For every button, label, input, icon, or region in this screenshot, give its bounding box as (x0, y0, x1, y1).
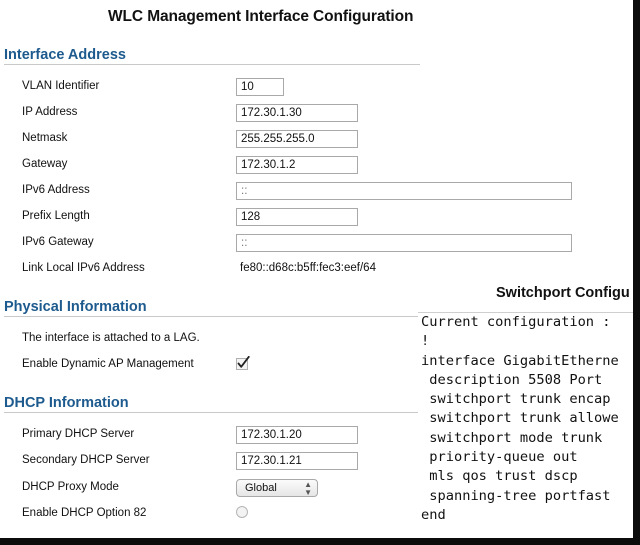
gateway-input[interactable]: 172.30.1.2 (236, 156, 358, 174)
dhcp-proxy-mode-value: Global (245, 482, 277, 494)
dhcp-option-82-checkbox[interactable] (236, 506, 248, 518)
dynamic-ap-management-label: Enable Dynamic AP Management (22, 358, 194, 370)
link-local-ipv6-label: Link Local IPv6 Address (22, 262, 145, 274)
config-line: switchport trunk allowe (421, 410, 619, 427)
config-line: priority-queue out (421, 449, 578, 466)
prefix-length-input[interactable]: 128 (236, 208, 358, 226)
vlan-identifier-label: VLAN Identifier (22, 80, 100, 92)
config-line: ! (421, 333, 430, 350)
ip-address-label: IP Address (22, 106, 78, 118)
dhcp-proxy-mode-select[interactable] (236, 479, 318, 497)
config-line: mls qos trust dscp (421, 468, 578, 485)
ipv6-gateway-label: IPv6 Gateway (22, 236, 94, 248)
config-line: switchport trunk encap (421, 391, 611, 408)
config-line: interface GigabitEtherne (421, 352, 619, 369)
secondary-dhcp-server-label: Secondary DHCP Server (22, 454, 150, 466)
dynamic-ap-management-checkbox[interactable] (236, 356, 250, 370)
config-line: Current configuration : (421, 314, 611, 330)
netmask-input[interactable]: 255.255.255.0 (236, 130, 358, 148)
netmask-label: Netmask (22, 132, 68, 144)
vlan-identifier-input[interactable]: 10 (236, 78, 284, 96)
page-title: WLC Management Interface Configuration (108, 8, 414, 25)
primary-dhcp-server-label: Primary DHCP Server (22, 428, 135, 440)
config-line: end (421, 506, 446, 523)
screen-border-bottom (0, 538, 640, 545)
secondary-dhcp-server-input[interactable]: 172.30.1.21 (236, 452, 358, 470)
section-header-interface-address: Interface Address (4, 46, 420, 65)
gateway-label: Gateway (22, 158, 68, 170)
dhcp-proxy-mode-label: DHCP Proxy Mode (22, 481, 119, 493)
link-local-ipv6-value: fe80::d68c:b5ff:fec3:eef/64 (240, 262, 376, 274)
ipv6-address-input[interactable]: :: (236, 182, 572, 200)
config-line: description 5508 Port (421, 371, 603, 388)
ip-address-input[interactable]: 172.30.1.30 (236, 104, 358, 122)
screen-border-right (633, 0, 640, 545)
section-header-dhcp-information: DHCP Information (4, 394, 420, 413)
prefix-length-label: Prefix Length (22, 210, 90, 222)
dhcp-option-82-label: Enable DHCP Option 82 (22, 507, 147, 519)
config-line: spanning-tree portfast (421, 487, 611, 504)
primary-dhcp-server-input[interactable]: 172.30.1.20 (236, 426, 358, 444)
config-line: switchport mode trunk (421, 429, 603, 446)
section-header-physical-information: Physical Information (4, 298, 420, 317)
switchport-config-title: Switchport Configu (496, 285, 630, 301)
ipv6-gateway-input[interactable]: :: (236, 234, 572, 252)
ipv6-address-label: IPv6 Address (22, 184, 90, 196)
lag-note: The interface is attached to a LAG. (22, 332, 200, 344)
select-arrows-icon: ▲ ▼ (304, 480, 312, 497)
switchport-config-terminal (418, 312, 633, 526)
